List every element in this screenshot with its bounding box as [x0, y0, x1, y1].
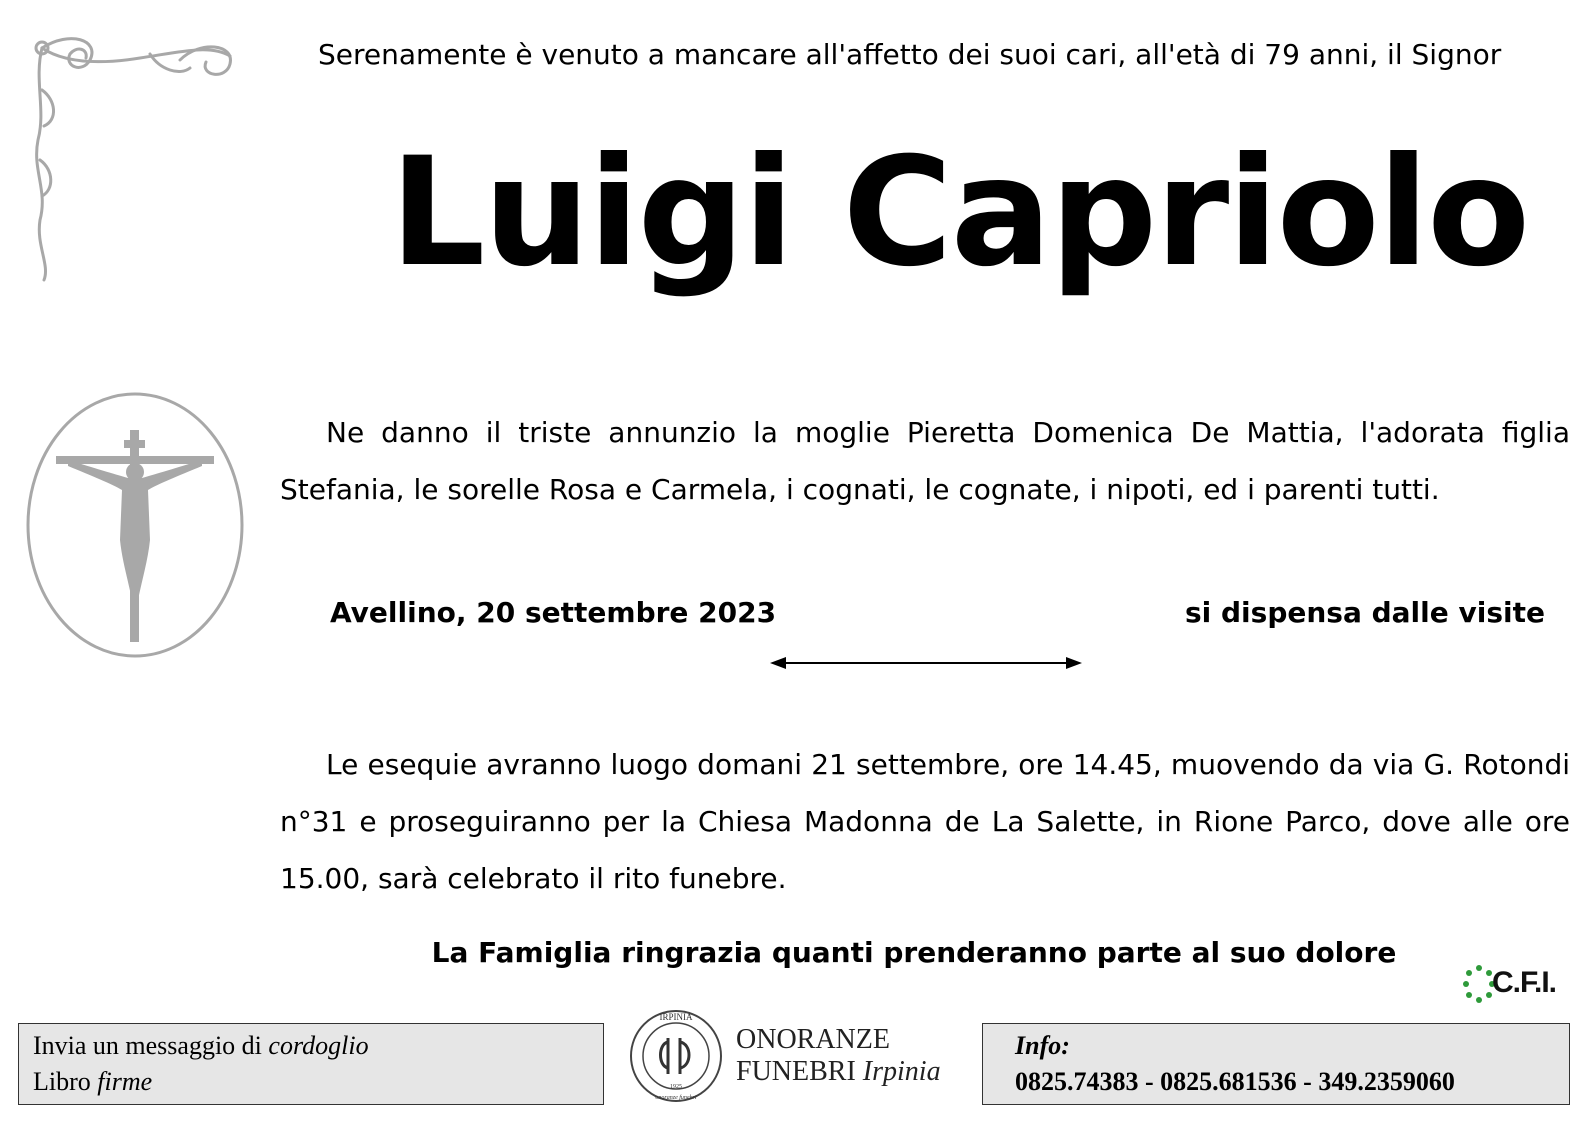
funeral-details-text: Le esequie avranno luogo domani 21 settembre, ore 14.45, muovendo da via G. Rotondi n°31 e proseguiranno per la Chiesa Madonna de La Salette, in Rione Parco, dove alle ore 15.00, sarà celebrato il rito funebre.	[280, 748, 1570, 895]
thanks-text: La Famiglia ringrazia quanti prenderanno parte al suo dolore	[431, 936, 1397, 969]
seal-bottom-text: onoranze funebri	[655, 1095, 697, 1101]
agency-line1: ONORANZE	[736, 1024, 890, 1055]
info-box	[982, 1023, 1570, 1105]
seal-top-text: IRPINIA	[659, 1012, 693, 1022]
condolence-box[interactable]	[18, 1023, 604, 1105]
agency-seal-icon	[628, 1008, 724, 1104]
info-label-text: Info:	[1015, 1031, 1070, 1060]
guestbook-emph: firme	[97, 1067, 153, 1096]
deceased-name: Luigi Capriolo	[389, 126, 1529, 300]
phone-numbers[interactable]	[1015, 1064, 1537, 1100]
crucifix-icon	[24, 390, 246, 660]
guestbook-link[interactable]	[33, 1064, 589, 1100]
agency-line2-plain: FUNEBRI	[736, 1056, 863, 1087]
condolence-link[interactable]	[33, 1028, 589, 1064]
intro-text: Serenamente è venuto a mancare all'affetto dei suoi cari, all'età di 79 anni, il Signor	[318, 38, 1502, 71]
info-label	[1015, 1028, 1537, 1064]
place-date: Avellino, 20 settembre 2023	[330, 596, 777, 629]
double-arrow-icon	[770, 655, 1082, 671]
condolence-prefix: Invia un messaggio di	[33, 1031, 269, 1060]
agency-line2	[736, 1056, 941, 1088]
seal-year: 1925	[670, 1084, 682, 1090]
guestbook-prefix: Libro	[33, 1067, 98, 1096]
agency-line2-emph: Irpinia	[862, 1056, 941, 1087]
funeral-details	[280, 736, 1570, 907]
phone-numbers-text: 0825.74383 - 0825.681536 - 349.2359060	[1015, 1067, 1455, 1096]
condolence-emph: cordoglio	[268, 1031, 369, 1060]
family-notice-text: Ne danno il triste annunzio la moglie Pieretta Domenica De Mattia, l'adorata figlia Stefania, le sorelle Rosa e Carmela, i cognati, le cognate, i nipoti, ed i parenti tutti.	[280, 416, 1570, 506]
cfi-logo-icon	[1462, 964, 1572, 1012]
family-notice	[280, 404, 1570, 518]
agency-name	[736, 1024, 941, 1088]
cfi-logo-text: C.F.I.	[1492, 966, 1557, 999]
visits-note: si dispensa dalle visite	[1185, 596, 1545, 629]
